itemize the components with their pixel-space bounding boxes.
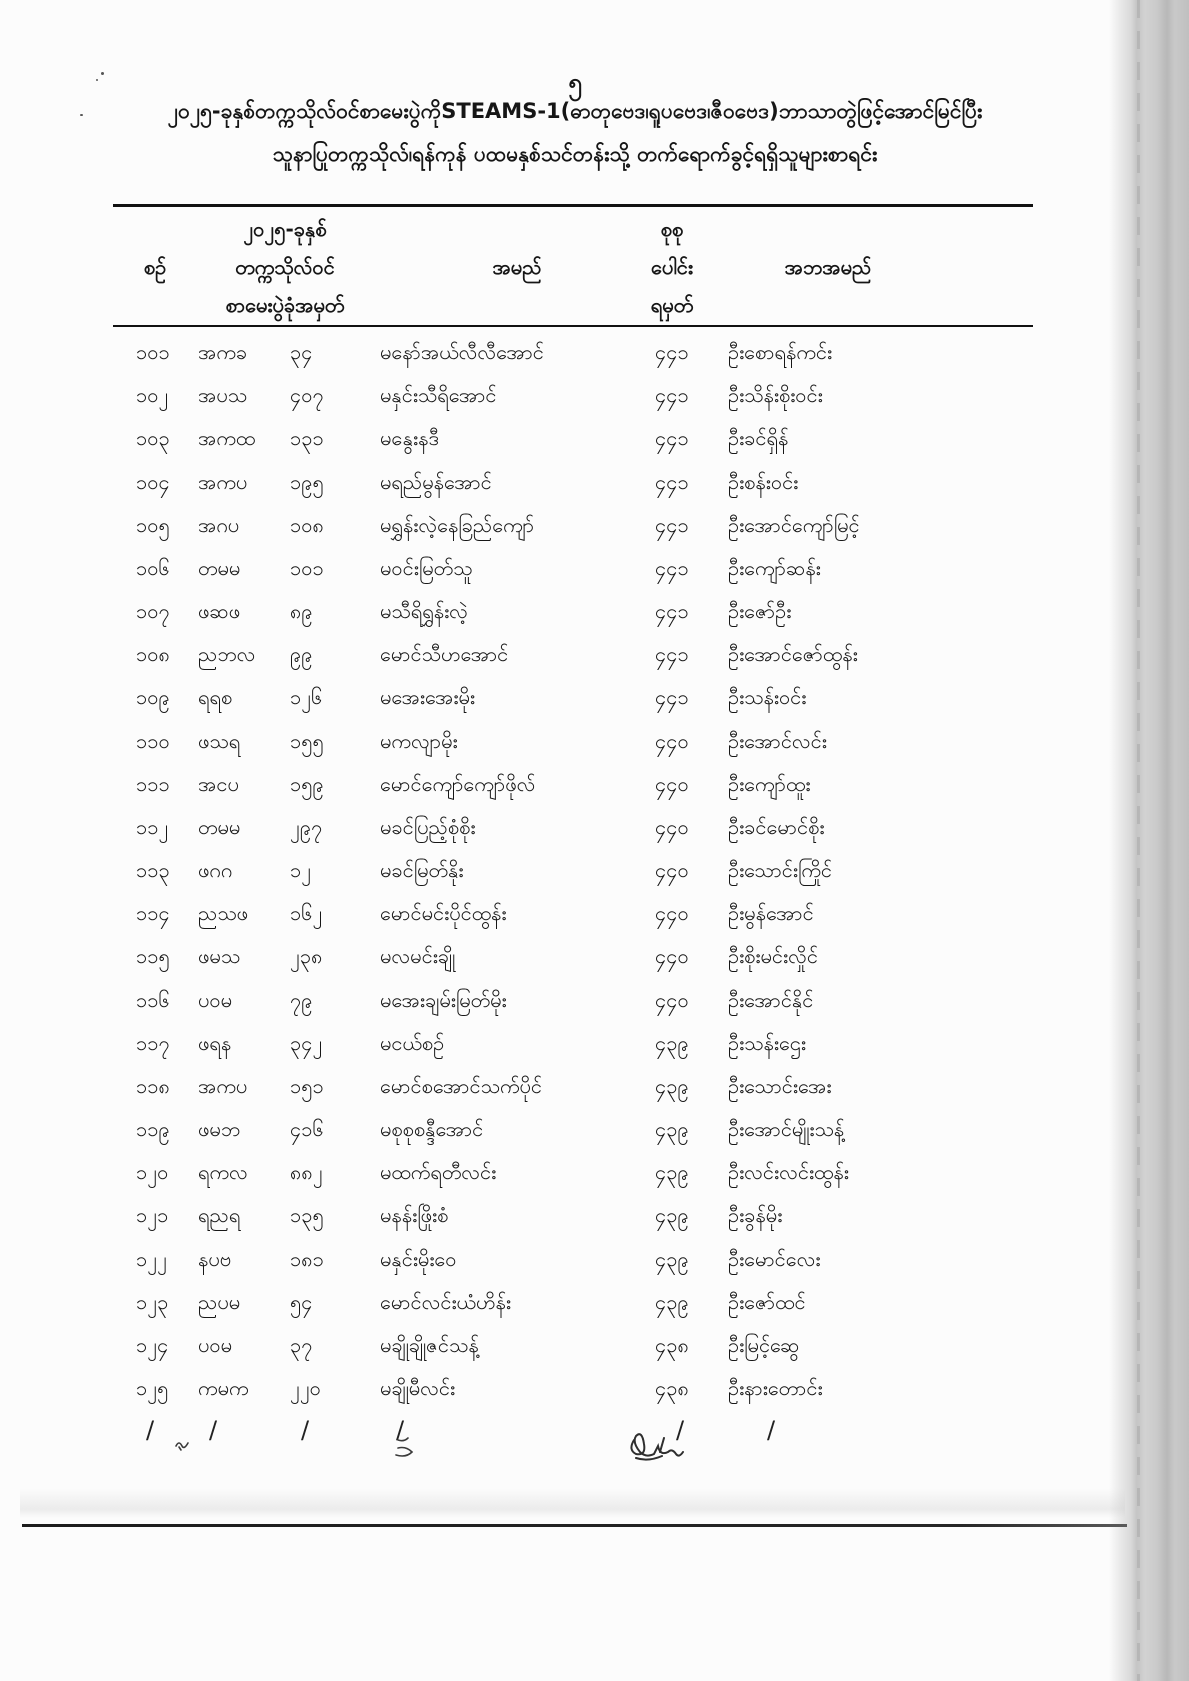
roll-number-cell: ၂၂၀ xyxy=(290,1376,321,1401)
father-name-cell: ဦးကျော်ဆန်း xyxy=(728,555,821,580)
student-name-cell: မခင်ပြည့်စုံစိုး xyxy=(380,814,476,839)
roll-number-cell: ၄၁၆ xyxy=(290,1117,324,1142)
roll-prefix-cell: အကထ xyxy=(198,426,256,451)
serial-cell: ၁၂၅ xyxy=(136,1376,169,1401)
table-row xyxy=(0,332,1100,372)
student-name-cell: မအေးချမ်းမြတ်မိုး xyxy=(380,987,507,1012)
table-row xyxy=(0,764,1100,804)
father-name-cell: ဦးသန်းဝင်း xyxy=(728,685,807,710)
father-name-cell: ဦးအောင်မျိုးသန့် xyxy=(728,1117,845,1142)
father-name-cell: ဦးခင်ရှိန် xyxy=(728,426,789,451)
father-name-cell: ဦးဇော်ထင် xyxy=(728,1289,806,1314)
total-marks-cell: ၄၃၉ xyxy=(655,1030,689,1055)
footer-slash: / xyxy=(676,1416,685,1444)
serial-cell: ၁၂၂ xyxy=(136,1246,167,1271)
student-name-cell: မဝင်းမြတ်သူ xyxy=(380,555,473,580)
father-name-cell: ဦးစိုးမင်းလှိုင် xyxy=(728,944,818,969)
table-row xyxy=(0,1325,1100,1365)
roll-number-cell: ၁၉၅ xyxy=(290,469,324,494)
scan-speck xyxy=(96,79,98,81)
footer-slash: / xyxy=(396,1416,405,1444)
student-name-cell: မောင်လင်းယံဟိန်း xyxy=(380,1289,511,1314)
document-title-line-2: သူနာပြုတက္ကသိုလ်၊ရန်ကုန် ပထမနှစ်သင်တန်းသို့ တက်ရောက်ခွင့်ရရှိသူများစာရင်း xyxy=(272,142,878,166)
roll-number-cell: ၁၂၆ xyxy=(290,685,323,710)
student-name-cell: မလမင်းချို xyxy=(380,944,456,969)
total-marks-cell: ၄၄၁ xyxy=(655,512,689,537)
initial-swirl xyxy=(396,1438,412,1456)
roll-prefix-cell: ပဝမ xyxy=(198,987,233,1012)
roll-prefix-cell: နပဗ xyxy=(198,1246,232,1271)
father-name-cell: ဦးမြင့်ဆွေ xyxy=(728,1332,800,1357)
roll-number-cell: ၁၀၈ xyxy=(290,512,324,537)
roll-prefix-cell: ဖဂဂ xyxy=(198,858,233,883)
student-name-cell: မောင်သီဟအောင် xyxy=(380,642,509,667)
total-marks-cell: ၄၃၈ xyxy=(655,1376,689,1401)
header-total-line: စုစု xyxy=(660,217,684,241)
student-name-cell: မရည်မွန်အောင် xyxy=(380,469,492,494)
father-name-cell: ဦးစောရန်ကင်း xyxy=(728,340,833,364)
student-name-cell: မထက်ရတီလင်း xyxy=(380,1160,497,1185)
serial-cell: ၁၁၁ xyxy=(136,771,170,796)
roll-number-cell: ၉၉ xyxy=(290,642,313,667)
header-roll-line: ၂၀၂၅-ခုနှစ် xyxy=(243,217,327,241)
father-name-cell: ဦးလင်းလင်းထွန်း xyxy=(728,1160,849,1185)
total-marks-cell: ၄၃၉ xyxy=(655,1289,689,1314)
total-marks-cell: ၄၄၀ xyxy=(655,901,689,926)
serial-cell: ၁၀၇ xyxy=(136,599,170,624)
father-name-cell: ဦးအောင်ဇော်ထွန်း xyxy=(728,642,858,667)
total-marks-cell: ၄၄၁ xyxy=(655,642,689,667)
table-row xyxy=(0,548,1100,588)
page-bottom-rule xyxy=(22,1524,1127,1527)
student-name-cell: မောင်မင်းပိုင်ထွန်း xyxy=(380,901,507,926)
table-header-rule xyxy=(113,325,1033,327)
roll-prefix-cell: အကခ xyxy=(198,340,248,364)
table-row xyxy=(0,1282,1100,1322)
roll-prefix-cell: အပသ xyxy=(198,383,248,408)
student-name-cell: မောင်ကျော်ကျော်ဖိုလ် xyxy=(380,771,536,796)
father-name-cell: ဦးသောင်းအေး xyxy=(728,1073,832,1098)
serial-cell: ၁၁၅ xyxy=(136,944,170,969)
serial-cell: ၁၂၃ xyxy=(136,1289,169,1314)
footer-slash: / xyxy=(767,1416,776,1444)
student-name-cell: မသီရိရွှန်းလဲ့ xyxy=(380,599,468,624)
roll-prefix-cell: ညသဖ xyxy=(198,901,249,926)
roll-prefix-cell: ဖရန xyxy=(198,1030,232,1055)
table-top-rule xyxy=(113,204,1033,207)
serial-cell: ၁၁၇ xyxy=(136,1030,170,1055)
student-name-cell: မနွေးနဒီ xyxy=(380,426,439,451)
serial-cell: ၁၀၆ xyxy=(136,555,170,580)
roll-prefix-cell: အကပ xyxy=(198,1073,248,1098)
header-serial: စဉ် xyxy=(143,255,167,279)
father-name-cell: ဦးခွန်မိုး xyxy=(728,1203,783,1228)
footer-slash: / xyxy=(301,1416,310,1444)
total-marks-cell: ၄၄၁ xyxy=(655,599,689,624)
total-marks-cell: ၄၄၀ xyxy=(655,987,689,1012)
roll-number-cell: ၈၈၂ xyxy=(290,1160,323,1185)
header-roll-line: စာမေးပွဲခုံအမှတ် xyxy=(225,293,345,317)
handwritten-signature xyxy=(631,1434,683,1459)
student-name-cell: မခင်မြတ်နိုး xyxy=(380,858,464,883)
header-total-line: ရမှတ် xyxy=(650,293,694,317)
table-row xyxy=(0,850,1100,890)
total-marks-cell: ၄၄၁ xyxy=(655,469,689,494)
header-roll-line: တက္ကသိုလ်ဝင် xyxy=(235,255,335,279)
serial-cell: ၁၁၄ xyxy=(136,901,170,926)
total-marks-cell: ၄၄၀ xyxy=(655,728,689,753)
roll-number-cell: ၅၄ xyxy=(290,1289,313,1314)
table-row xyxy=(0,936,1100,976)
table-row xyxy=(0,1109,1100,1149)
roll-prefix-cell: အငပ xyxy=(198,771,239,796)
roll-prefix-cell: အကပ xyxy=(198,469,248,494)
page-number: ၅ xyxy=(568,68,582,96)
serial-cell: ၁၁၃ xyxy=(136,858,170,883)
table-row xyxy=(0,893,1100,933)
student-name-cell: မနှင်းမိုးဝေ xyxy=(380,1246,457,1271)
scan-smear xyxy=(20,1488,1125,1518)
roll-prefix-cell: ဖမသ xyxy=(198,944,241,969)
serial-cell: ၁၂၄ xyxy=(136,1332,169,1357)
total-marks-cell: ၄၄၁ xyxy=(655,340,689,364)
serial-cell: ၁၁၀ xyxy=(136,728,170,753)
serial-cell: ၁၀၁ xyxy=(136,340,170,364)
student-name-cell: မကလျာမိုး xyxy=(380,728,458,753)
father-name-cell: ဦးသိန်းစိုးဝင်း xyxy=(728,383,823,408)
initial-mark xyxy=(176,1443,188,1450)
total-marks-cell: ၄၄၁ xyxy=(655,426,689,451)
total-marks-cell: ၄၃၉ xyxy=(655,1203,689,1228)
total-marks-cell: ၄၄၀ xyxy=(655,944,689,969)
roll-number-cell: ၁၂ xyxy=(290,858,312,883)
scan-speck xyxy=(101,72,104,75)
total-marks-cell: ၄၄၀ xyxy=(655,814,689,839)
total-marks-cell: ၄၃၈ xyxy=(655,1332,689,1357)
footer-slash: / xyxy=(209,1416,218,1444)
father-name-cell: ဦးကျော်ထူး xyxy=(728,771,811,796)
serial-cell: ၁၀၉ xyxy=(136,685,170,710)
header-name: အမည် xyxy=(492,255,542,279)
total-marks-cell: ၄၄၀ xyxy=(655,771,689,796)
header-total-marks xyxy=(622,210,722,324)
roll-prefix-cell: တမမ xyxy=(198,814,241,839)
roll-prefix-cell: ညဘလ xyxy=(198,642,256,667)
serial-cell: ၁၀၈ xyxy=(136,642,170,667)
student-name-cell: မနော်အယ်လီလီအောင် xyxy=(380,340,544,364)
table-row xyxy=(0,1195,1100,1235)
serial-cell: ၁၀၃ xyxy=(136,426,170,451)
table-row xyxy=(0,677,1100,717)
serial-cell: ၁၁၆ xyxy=(136,987,170,1012)
serial-cell: ၁၁၉ xyxy=(136,1117,170,1142)
father-name-cell: ဦးစန်းဝင်း xyxy=(728,469,799,494)
student-name-cell: မနန်းဖြိုးစံ xyxy=(380,1203,449,1228)
roll-number-cell: ၁၅၁ xyxy=(290,1073,324,1098)
roll-number-cell: ၁၅၅ xyxy=(290,728,324,753)
total-marks-cell: ၄၃၉ xyxy=(655,1073,689,1098)
roll-number-cell: ၃၇ xyxy=(290,1332,313,1357)
roll-prefix-cell: ရညရ xyxy=(198,1203,241,1228)
father-name-cell: ဦးသန်းဌေး xyxy=(728,1030,806,1055)
footer-slash: / xyxy=(146,1416,155,1444)
roll-prefix-cell: ညပမ xyxy=(198,1289,241,1314)
roll-number-cell: ၁၅၉ xyxy=(290,771,324,796)
roll-number-cell: ၁၀၁ xyxy=(290,555,324,580)
father-name-cell: ဦးဇော်ဦး xyxy=(728,599,792,624)
total-marks-cell: ၄၄၁ xyxy=(655,383,689,408)
student-name-cell: မချိုချိုဇင်သန့် xyxy=(380,1332,479,1357)
student-name-cell: မောင်စအောင်သက်ပိုင် xyxy=(380,1073,543,1098)
serial-cell: ၁၀၂ xyxy=(136,383,169,408)
roll-number-cell: ၂၉၇ xyxy=(290,814,323,839)
total-marks-cell: ၄၄၀ xyxy=(655,858,689,883)
total-marks-cell: ၄၃၉ xyxy=(655,1246,689,1271)
table-row xyxy=(0,505,1100,545)
total-marks-cell: ၄၃၉ xyxy=(655,1117,689,1142)
student-name-cell: မနှင်းသီရိအောင် xyxy=(380,383,497,408)
student-name-cell: မစုစုစန္ဒီအောင် xyxy=(380,1117,484,1142)
table-row xyxy=(0,375,1100,415)
table-row xyxy=(0,1066,1100,1106)
roll-number-cell: ၁၆၂ xyxy=(290,901,323,926)
roll-number-cell: ၃၄၂ xyxy=(290,1030,323,1055)
document-title-line-1: ၂၀၂၅-ခုနှစ်တက္ကသိုလ်ဝင်စာမေးပွဲကိုSTEAMS-1(ဓာတုဗေဒ၊ရူပဗေဒ၊ဇီဝဗေဒ)ဘာသာတွဲဖြင့်အောင်မြင်ပြီး xyxy=(167,99,983,123)
student-name-cell: မချိုမီလင်း xyxy=(380,1376,456,1401)
total-marks-cell: ၄၄၁ xyxy=(655,685,689,710)
roll-prefix-cell: ကမက xyxy=(198,1376,249,1401)
table-row xyxy=(0,721,1100,761)
table-row xyxy=(0,591,1100,631)
header-total-line: ပေါင်း xyxy=(651,255,693,279)
father-name-cell: ဦးမောင်လေး xyxy=(728,1246,821,1271)
roll-number-cell: ၂၃၈ xyxy=(290,944,323,969)
serial-cell: ၁၁၈ xyxy=(136,1073,170,1098)
total-marks-cell: ၄၃၉ xyxy=(655,1160,689,1185)
student-name-cell: မအေးအေးမိုး xyxy=(380,685,475,710)
student-name-cell: မငယ်စဉ် xyxy=(380,1030,445,1055)
serial-cell: ၁၀၅ xyxy=(136,512,170,537)
father-name-cell: ဦးနားတောင်း xyxy=(728,1376,823,1401)
student-name-cell: မရွှန်းလဲ့နေခြည်ကျော် xyxy=(380,512,535,537)
roll-number-cell: ၈၉ xyxy=(290,599,313,624)
total-marks-cell: ၄၄၁ xyxy=(655,555,689,580)
father-name-cell: ဦးသောင်းကြိုင် xyxy=(728,858,833,883)
father-name-cell: ဦးခင်မောင်စိုး xyxy=(728,814,825,839)
father-name-cell: ဦးမွန်အောင် xyxy=(728,901,814,926)
roll-prefix-cell: ဖသရ xyxy=(198,728,241,753)
table-row xyxy=(0,418,1100,458)
roll-number-cell: ၁၈၁ xyxy=(290,1246,324,1271)
roll-prefix-cell: ရရစ xyxy=(198,685,233,710)
header-father-name: အဘအမည် xyxy=(784,255,872,279)
father-name-cell: ဦးအောင်ကျော်မြင့် xyxy=(728,512,860,537)
roll-number-cell: ၃၄ xyxy=(290,340,313,364)
table-row xyxy=(0,980,1100,1020)
roll-number-cell: ၇၉ xyxy=(290,987,313,1012)
table-row xyxy=(0,807,1100,847)
table-row xyxy=(0,1152,1100,1192)
roll-prefix-cell: ရကလ xyxy=(198,1160,248,1185)
table-row xyxy=(0,1239,1100,1279)
father-name-cell: ဦးအောင်လင်း xyxy=(728,728,827,753)
father-name-cell: ဦးအောင်နိုင် xyxy=(728,987,814,1012)
serial-cell: ၁၂၀ xyxy=(136,1160,169,1185)
table-row xyxy=(0,1023,1100,1063)
serial-cell: ၁၀၄ xyxy=(136,469,170,494)
roll-prefix-cell: အဂပ xyxy=(198,512,240,537)
table-row xyxy=(0,462,1100,502)
roll-number-cell: ၁၃၅ xyxy=(290,1203,324,1228)
serial-cell: ၁၂၁ xyxy=(136,1203,169,1228)
roll-prefix-cell: ဖမဘ xyxy=(198,1117,241,1142)
header-roll-number xyxy=(190,210,380,324)
table-row xyxy=(0,634,1100,674)
signatures xyxy=(0,1400,1189,1480)
roll-prefix-cell: ဖဆဖ xyxy=(198,599,241,624)
roll-number-cell: ၁၃၁ xyxy=(290,426,324,451)
roll-prefix-cell: တမမ xyxy=(198,555,241,580)
serial-cell: ၁၁၂ xyxy=(136,814,169,839)
roll-prefix-cell: ပဝမ xyxy=(198,1332,233,1357)
roll-number-cell: ၄၀၇ xyxy=(290,383,324,408)
